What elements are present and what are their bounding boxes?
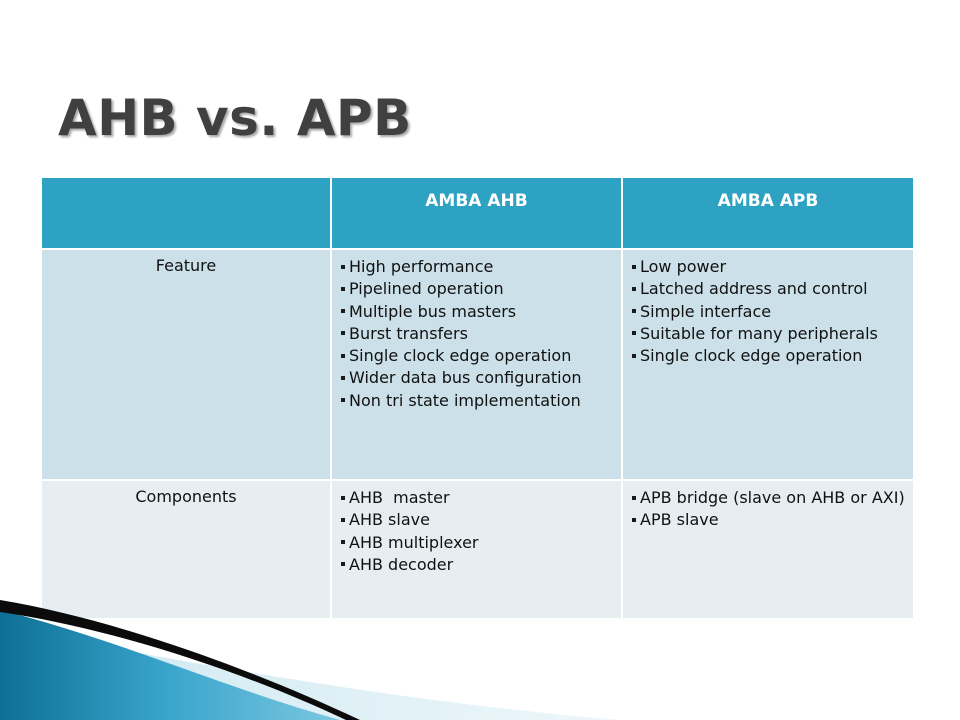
list-item: Pipelined operation xyxy=(341,278,613,300)
row-label-feature: Feature xyxy=(41,249,331,480)
list-item: APB bridge (slave on AHB or AXI) xyxy=(632,487,905,509)
slide-title: AHB vs. APB xyxy=(58,89,412,147)
list-item: Multiple bus masters xyxy=(341,301,613,323)
list-item: AHB slave xyxy=(341,509,613,531)
list-item: Low power xyxy=(632,256,905,278)
list-item: Non tri state implementation xyxy=(341,390,613,412)
list-item: Suitable for many peripherals xyxy=(632,323,905,345)
list-item: AHB multiplexer xyxy=(341,532,613,554)
list-item: High performance xyxy=(341,256,613,278)
list-item: Burst transfers xyxy=(341,323,613,345)
list-item: APB slave xyxy=(632,509,905,531)
list-item: AHB master xyxy=(341,487,613,509)
header-cell-apb: AMBA APB xyxy=(622,177,914,249)
list-item: AHB decoder xyxy=(341,554,613,576)
list-item: Single clock edge operation xyxy=(341,345,613,367)
header-cell-ahb: AMBA AHB xyxy=(331,177,622,249)
list-item: Latched address and control xyxy=(632,278,905,300)
list-item: Simple interface xyxy=(632,301,905,323)
list-item: Single clock edge operation xyxy=(632,345,905,367)
row-label-components: Components xyxy=(41,480,331,619)
list-item: Wider data bus configuration xyxy=(341,367,613,389)
